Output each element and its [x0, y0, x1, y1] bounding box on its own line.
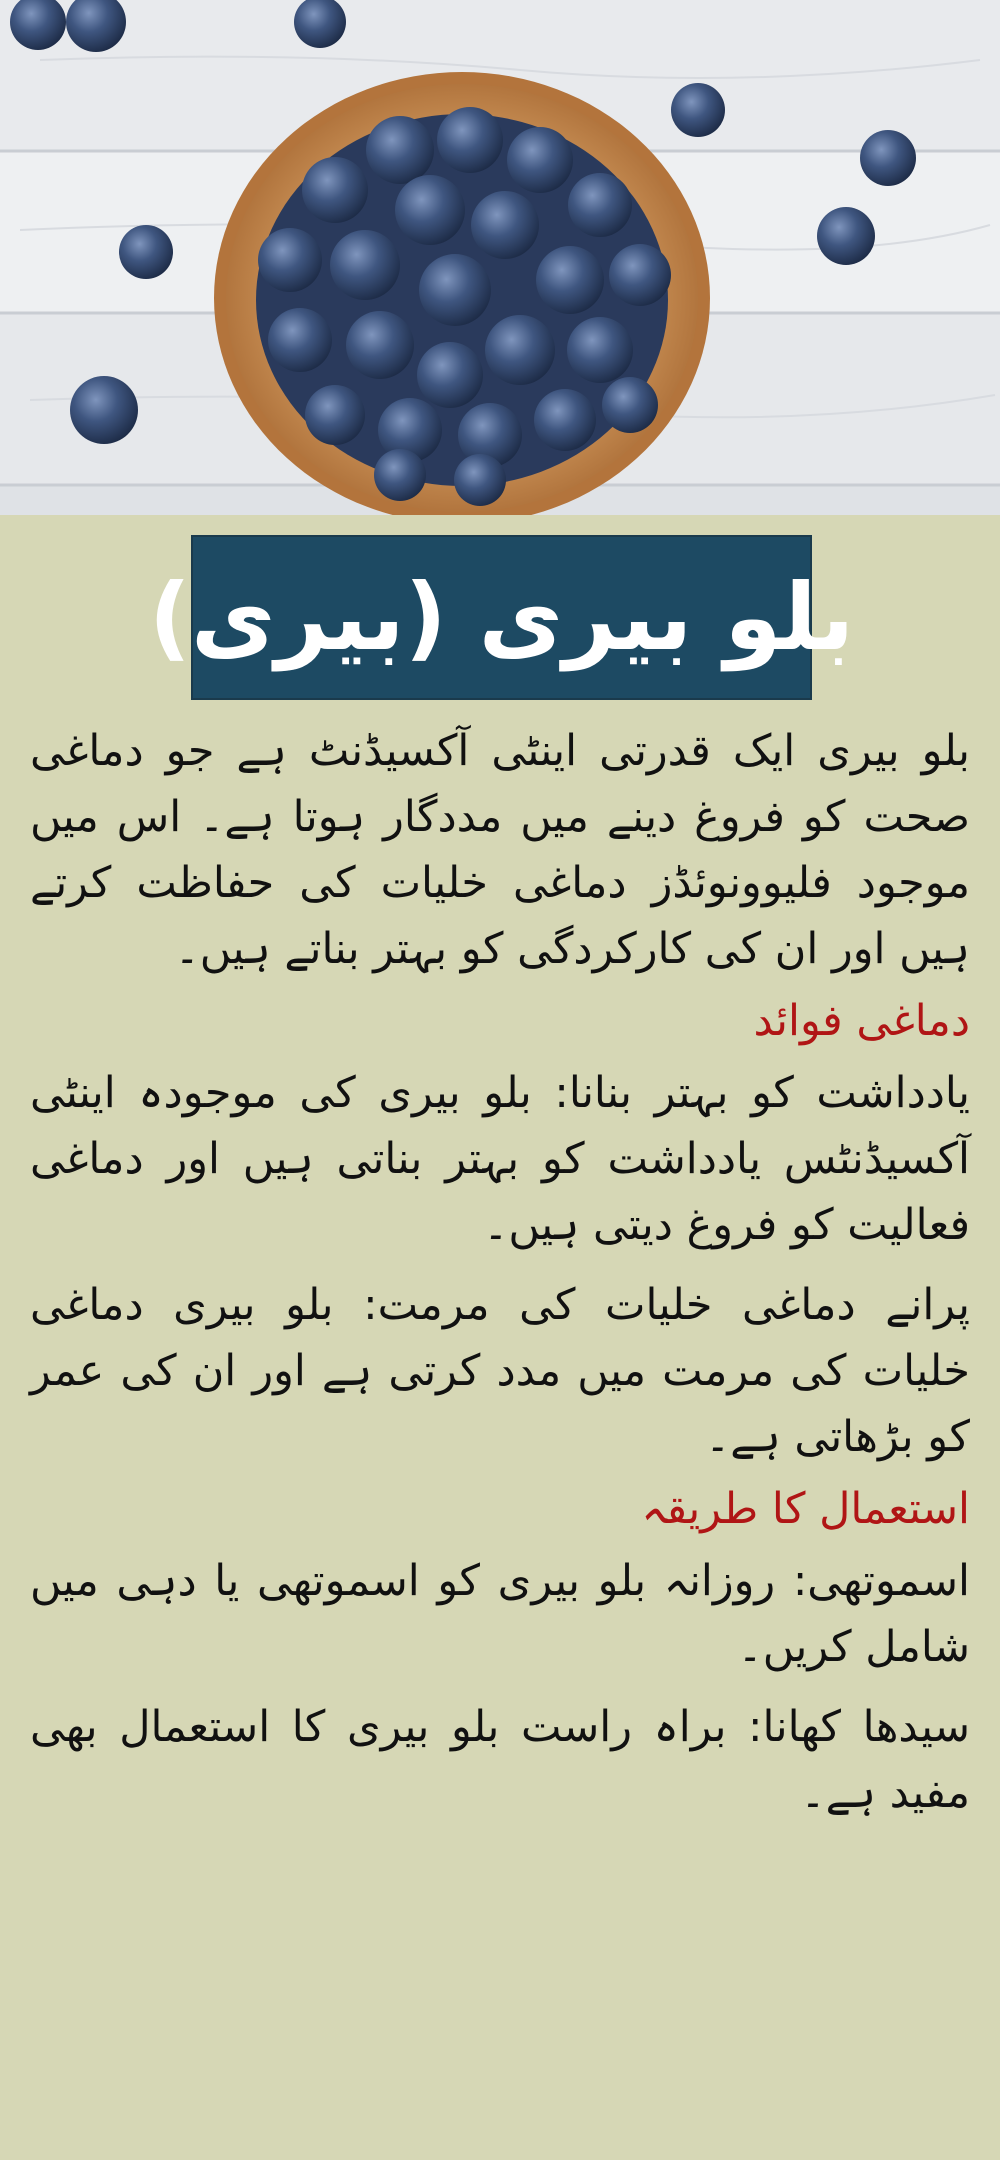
benefit-item-repair: پرانے دماغی خلیات کی مرمت: بلو بیری دماغی خلیات کی مرمت میں مدد کرتی ہے اور ان کی عمر کو بڑھاتی ہے۔	[30, 1280, 970, 1462]
usage-heading: استعمال کا طریقہ	[641, 1484, 970, 1534]
title-banner	[148, 535, 855, 700]
intro-paragraph: بلو بیری ایک قدرتی اینٹی آکسیڈنٹ ہے جو دماغی صحت کو فروغ دینے میں مددگار ہوتا ہے۔ اس میں موجود فلیوونوئڈز دماغی خلیات کی حفاظت کرتے ہیں اور ان کی کارکردگی کو بہتر بناتے ہیں۔	[30, 726, 970, 974]
benefit-item-memory: یادداشت کو بہتر بنانا: بلو بیری کی موجودہ اینٹی آکسیڈنٹس یادداشت کو بہتر بناتی ہیں اور دماغی فعالیت کو فروغ دیتی ہیں۔	[30, 1068, 970, 1250]
blueberry-bowl-image	[0, 0, 1000, 515]
benefits-heading: دماغی فوائد	[753, 996, 970, 1046]
usage-item-smoothie: اسموتھی: روزانہ بلو بیری کو اسموتھی یا دہی میں شامل کریں۔	[30, 1556, 970, 1672]
page-title: بلو بیری (بیری)	[148, 563, 855, 671]
usage-item-direct: سیدھا کھانا: براہ راست بلو بیری کا استعمال بھی مفید ہے۔	[30, 1702, 970, 1818]
article-body	[30, 718, 970, 1826]
